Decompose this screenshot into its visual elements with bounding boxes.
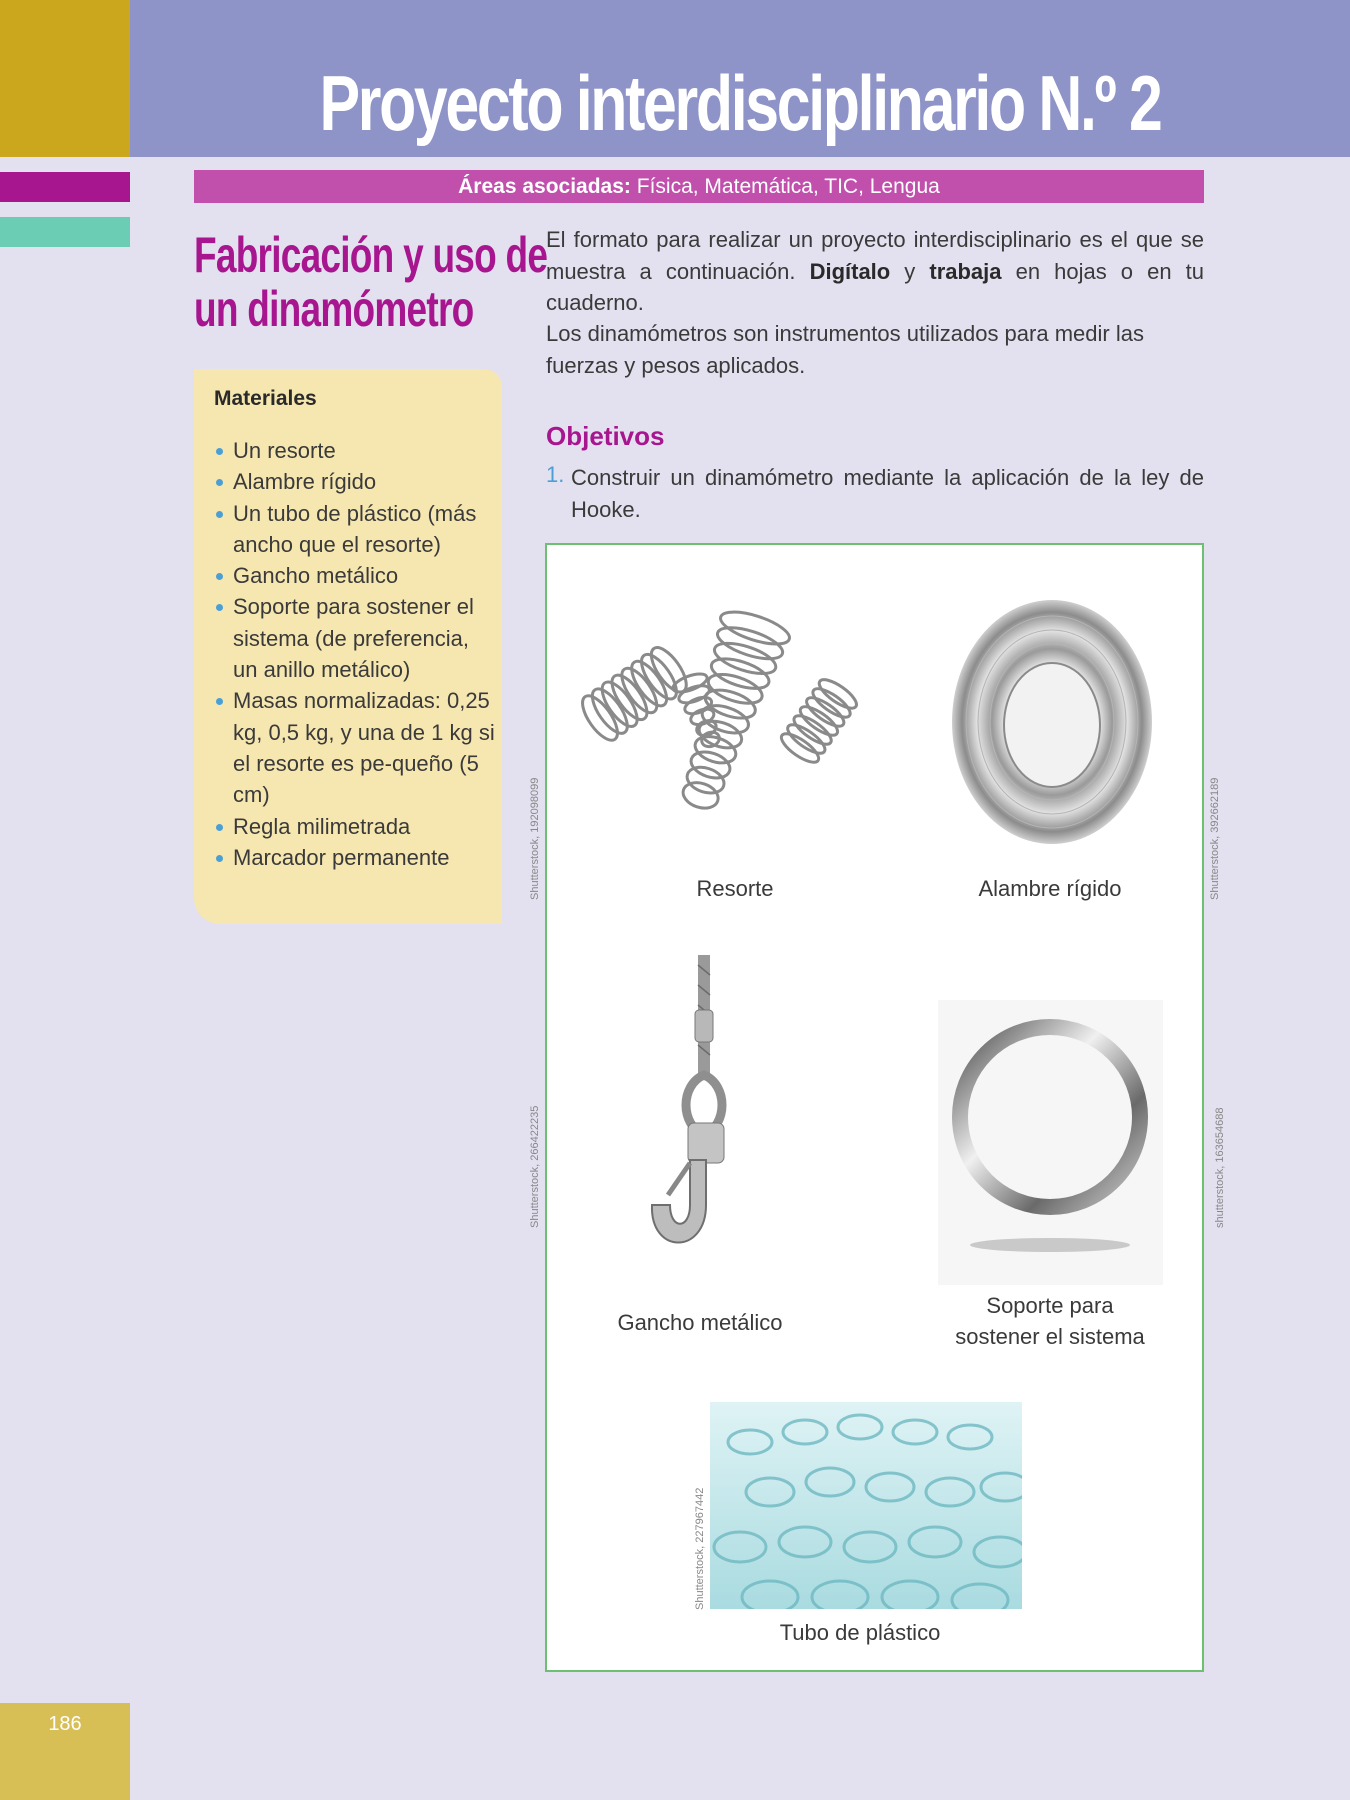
caption-soporte [930,1290,1170,1352]
list-item: Alambre rígido [214,466,499,497]
intro-text: en hojas o en tu cuaderno. [546,258,1204,315]
subtitle-line-2: un dinamómetro [194,281,474,337]
areas-label: Áreas asociadas: [458,175,631,198]
page-title: Proyecto interdisciplinario N.º 2 [319,59,1161,147]
credit-alambre: Shutterstock, 392662189 [1209,777,1221,900]
list-item: Masas normalizadas: 0,25 kg, 0,5 kg, y una de 1 kg si el resorte es pe-queño (5 cm) [214,685,499,810]
credit-gancho: Shutterstock, 266422235 [529,1105,541,1228]
intro-text: y [890,258,930,284]
intro-text: El formato para realizar un proyecto interdisciplinario es el que se muestra a continuación. [546,227,1204,284]
list-item: Marcador permanente [214,842,499,873]
credit-soporte: shutterstock, 163654688 [1214,1107,1226,1228]
section-subtitle [194,228,549,336]
credit-resorte: Shutterstock, 192098099 [529,777,541,900]
metal-ring-image [938,1000,1163,1285]
caption-tubo: Tubo de plástico [779,1620,941,1645]
left-teal-stripe [0,217,130,247]
caption-soporte-line-2: sostener el sistema [955,1324,1145,1349]
springs-image [570,608,900,838]
areas-bar [194,170,1204,203]
objective-text: Construir un dinamómetro mediante la aplicación de la ley de Hooke. [571,465,1204,522]
objective-number: 1. [546,462,565,487]
left-gold-block [0,0,130,157]
intro-paragraph-1 [546,224,1204,319]
list-item: Un tubo de plástico (más ancho que el resorte) [214,498,499,561]
list-item: Soporte para sostener el sistema (de preferencia, un anillo metálico) [214,591,499,685]
subtitle-line-1: Fabricación y uso de [194,227,548,283]
plastic-tubes-image [710,1402,1022,1609]
materials-title: Materiales [214,387,317,410]
list-item: Un resorte [214,435,499,466]
caption-gancho: Gancho metálico [617,1310,783,1335]
caption-soporte-line-1: Soporte para [986,1293,1114,1318]
intro-bold-trabaja: trabaja [929,258,1002,284]
caption-resorte: Resorte [696,876,774,901]
page-number: 186 [48,1713,82,1735]
list-item: Gancho metálico [214,560,499,591]
caption-alambre: Alambre rígido [978,876,1122,901]
list-item: Regla milimetrada [214,811,499,842]
intro-bold-digitalo: Digítalo [809,258,891,284]
left-magenta-stripe [0,172,130,202]
intro-paragraph-2: Los dinamómetros son instrumentos utilizados para medir las fuerzas y pesos aplicados. [546,321,1144,378]
wire-coil-image [940,590,1160,860]
areas-value: Física, Matemática, TIC, Lengua [630,175,940,198]
objectives-title: Objetivos [546,421,665,451]
materials-list [214,435,499,873]
credit-tubo: Shutterstock, 227967442 [694,1487,706,1610]
hook-image [640,955,770,1295]
